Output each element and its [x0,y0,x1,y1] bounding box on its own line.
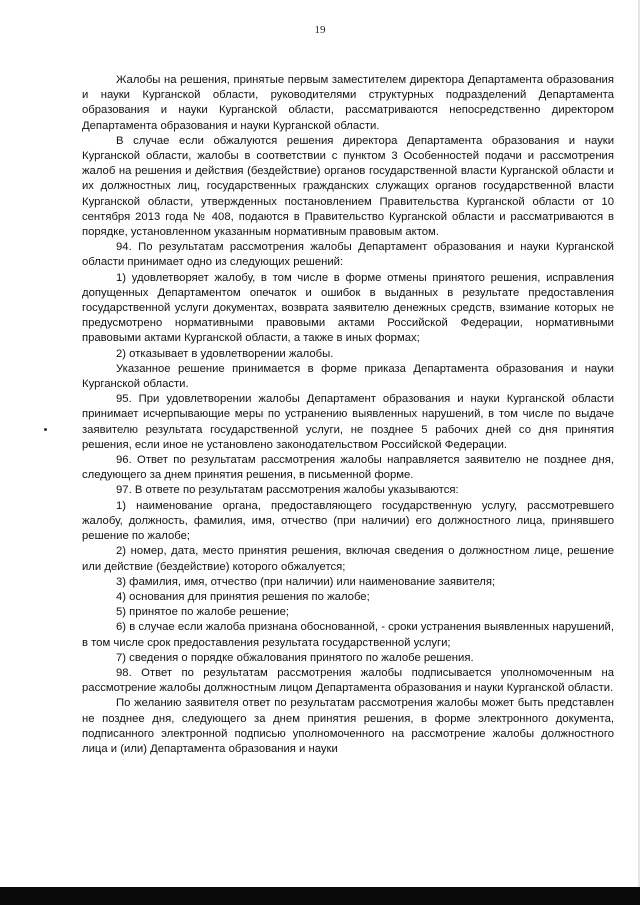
paragraph: 3) фамилия, имя, отчество (при наличии) или наименование заявителя; [116,575,496,588]
paragraph: 2) номер, дата, место принятия решения, включая сведения о должностном лице, решение или действие (бездействие) которого обжалуется; [82,545,614,573]
paragraph: 96. Ответ по результатам рассмотрения жалобы направляется заявителю не позднее дня, следующего за днем принятия решения, в письменной форме. [82,454,614,482]
paragraph: Жалобы на решения, принятые первым заместителем директора Департамента образования и науки Курганской области, руководителями структурных подразделений Департамента образования и науки Курганской области, рассматриваются непосредственно директором Департамента образования и науки Курганской области. [82,74,614,132]
paragraph: 5) принятое по жалобе решение; [116,606,290,619]
paragraph: 4) основания для принятия решения по жалобе; [116,590,370,603]
scan-dot-mark [44,428,47,431]
paragraph: 94. По результатам рассмотрения жалобы Департамент образования и науки Курганской области принимает одно из следующих решений: [82,241,614,269]
paragraph: Указанное решение принимается в форме приказа Департамента образования и науки Курганской области. [82,362,614,391]
paragraph: 1) наименование органа, предоставляющего государственную услугу, рассмотревшего жалобу, должность, фамилия, имя, отчество (при наличии) его должностного лица, принявшего решение по жалобе; [82,499,614,543]
paragraph: 97. В ответе по результатам рассмотрения жалобы указываются: [116,484,459,497]
paragraph: В случае если обжалуются решения директора Департамента образования и науки Курганской области, жалобы в соответствии с пунктом 3 Особенностей подачи и рассмотрения жалоб на решения и действия (бездействие) органов государственной власти Курганской области и их должностных лиц, государственных гражданских служащих органов государственной власти Курганской области, утвержденных постановлением Правительства Курганской области от 10 сентября 2013 года № 408, подаются в Правительство Курганской области и рассматриваются в порядке, установленном указанным нормативным правовым актом. [82,134,614,239]
paragraph: 95. При удовлетворении жалобы Департамент образования и науки Курганской области принимает исчерпывающие меры по устранению выявленных нарушений, в том числе по выдаче заявителю результата государственной услуги, не позднее 5 рабочих дней со дня принятия решения, если иное не установлено законодательством Российской Федерации. [82,393,614,451]
paragraph: 2) отказывает в удовлетворении жалобы. [116,347,334,360]
paragraph: 7) сведения о порядке обжалования принятого по жалобе решения. [116,651,474,664]
paragraph: По желанию заявителя ответ по результатам рассмотрения жалобы может быть представлен не позднее дня, следующего за днем принятия решения, в форме электронного документа, подписанного электронной подписью уполномоченного на рассмотрение жалобы должностного лица и (или) Департамента образования и науки [82,697,614,755]
paragraph: 98. Ответ по результатам рассмотрения жалобы подписывается уполномоченным на рассмотрение жалобы должностным лицом Департамента образования и науки Курганской области. [82,666,614,695]
document-body [82,73,614,757]
scan-bottom-band [0,887,640,905]
paragraph: 6) в случае если жалоба признана обоснованной, - сроки устранения выявленных нарушений, в том числе срок предоставления результата государственной услуги; [82,621,614,649]
page-number: 19 [314,24,326,36]
paragraph: 1) удовлетворяет жалобу, в том числе в форме отмены принятого решения, исправления допущенных Департаментом опечаток и ошибок в выданных в результате предоставления государственной услуги документах, возврата заявителю денежных средств, взимание которых не предусмотрено нормативными правовыми актами Российской Федерации, нормативными правовыми актами Курганской области, а также в иных формах; [82,271,614,345]
